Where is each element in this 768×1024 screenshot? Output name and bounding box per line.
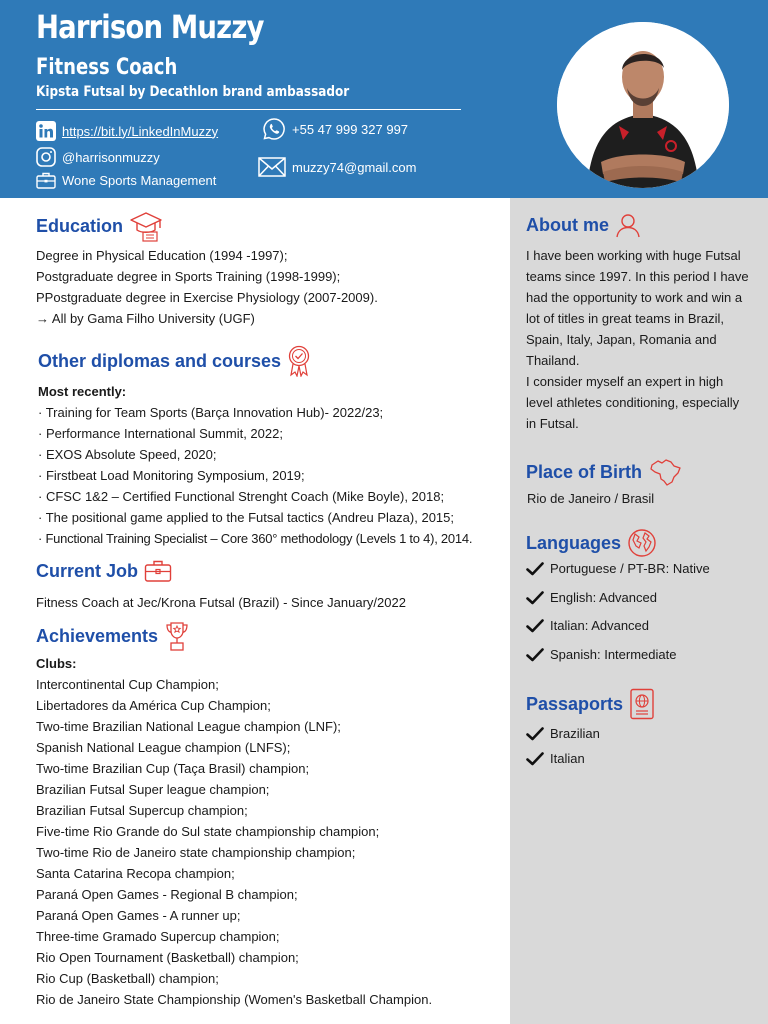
brazil-map-icon — [648, 457, 682, 487]
achievement-item: Five-time Rio Grande do Sul state championship champion; — [36, 824, 380, 839]
education-heading-text: Education — [36, 215, 124, 236]
award-badge-icon — [287, 345, 311, 377]
education-section-heading — [36, 210, 165, 242]
education-list — [36, 245, 496, 329]
achievement-item: Three-time Gramado Supercup champion; — [36, 929, 280, 944]
about-line: I have been working with huge Futsal — [526, 248, 741, 263]
linkedin-link[interactable]: https://bit.ly/LinkedInMuzzy — [62, 123, 219, 139]
passport-item — [526, 751, 585, 766]
languages-section-heading — [526, 528, 657, 558]
languages-heading-text: Languages — [526, 532, 622, 553]
check-icon — [526, 727, 544, 741]
diploma-item: · CFSC 1&2 – Certified Functional Strenght Coach (Mike Boyle), 2018; — [38, 489, 445, 504]
passports-section-heading — [526, 688, 655, 720]
about-line: Thailand. — [526, 353, 580, 368]
check-icon — [526, 648, 544, 662]
globe-icon — [627, 528, 657, 558]
diploma-item: · Functional Training Specialist – Core 360° methodology (Levels 1 to 4), 2014. — [38, 531, 473, 546]
diploma-item: · EXOS Absolute Speed, 2020; — [38, 447, 217, 462]
education-line: PPostgraduate degree in Exercise Physiology (2007-2009). — [36, 290, 378, 305]
briefcase-icon — [36, 171, 56, 189]
diplomas-list — [38, 402, 510, 549]
about-line: level athletes conditioning, especially — [526, 395, 740, 410]
briefcase-icon — [144, 559, 172, 583]
achievements-intro: Clubs: — [36, 656, 77, 671]
about-line: had the opportunity to work and win a — [526, 290, 743, 305]
achievement-item: Rio Cup (Basketball) champion; — [36, 971, 219, 986]
resume-header — [0, 0, 768, 198]
achievements-list — [36, 674, 506, 1010]
phone-contact — [262, 117, 408, 141]
language-label: English: Advanced — [550, 590, 657, 605]
about-line: Spain, Italy, Japan, Romania and — [526, 332, 717, 347]
achievement-item: Rio Open Tournament (Basketball) champion; — [36, 950, 299, 965]
check-icon — [526, 562, 544, 576]
achievement-item: Paraná Open Games - Regional B champion; — [36, 887, 298, 902]
current-job-heading-text: Current Job — [36, 560, 139, 581]
agency-name: Wone Sports Management — [62, 172, 217, 188]
education-line: → All by Gama Filho University (UGF) — [36, 311, 255, 326]
instagram-icon — [36, 147, 56, 167]
email-contact — [258, 157, 416, 177]
current-job-text: Fitness Coach at Jec/Krona Futsal (Brazil) - Since January/2022 — [36, 595, 406, 610]
birthplace-heading-text: Place of Birth — [526, 461, 643, 482]
person-icon — [615, 212, 641, 238]
achievements-heading-text: Achievements — [36, 625, 159, 646]
check-icon — [526, 591, 544, 605]
language-item — [526, 647, 676, 662]
instagram-handle: @harrisonmuzzy — [62, 149, 160, 165]
passport-label: Italian — [550, 751, 585, 766]
graduation-cap-icon — [129, 210, 165, 242]
achievements-section-heading — [36, 620, 190, 652]
achievement-item: Brazilian Futsal Supercup champion; — [36, 803, 248, 818]
language-item — [526, 561, 710, 576]
diplomas-intro: Most recently: — [38, 384, 127, 399]
job-title: Fitness Coach — [36, 55, 178, 80]
birthplace-text: Rio de Janeiro / Brasil — [527, 491, 655, 506]
achievement-item: Paraná Open Games - A runner up; — [36, 908, 241, 923]
whatsapp-icon — [262, 117, 286, 141]
linkedin-icon — [36, 121, 56, 141]
achievement-item: Rio de Janeiro State Championship (Women's Basketball Champion. — [36, 992, 433, 1007]
achievement-item: Two-time Brazilian National League champion (LNF); — [36, 719, 341, 734]
education-line: Degree in Physical Education (1994 -1997); — [36, 248, 288, 263]
passport-item — [526, 726, 600, 741]
passport-label: Brazilian — [550, 726, 600, 741]
phone-number: +55 47 999 327 997 — [292, 121, 409, 137]
achievement-item: Two-time Brazilian Cup (Taça Brasil) champion; — [36, 761, 310, 776]
about-line: lot of titles in great teams in Brazil, — [526, 311, 724, 326]
birthplace-section-heading — [526, 457, 682, 487]
trophy-icon — [164, 620, 190, 652]
passport-icon — [629, 688, 655, 720]
about-line: I consider myself an expert in high — [526, 374, 724, 389]
diplomas-heading-text: Other diplomas and courses — [38, 350, 282, 371]
diploma-item: · Performance International Summit, 2022; — [38, 426, 283, 441]
linkedin-contact — [36, 121, 218, 141]
language-item — [526, 618, 649, 633]
email-address: muzzy74@gmail.com — [292, 159, 417, 175]
diploma-item: · The positional game applied to the Futsal tactics (Andreu Plaza), 2015; — [38, 510, 454, 525]
diploma-item: · Firstbeat Load Monitoring Symposium, 2019; — [38, 468, 305, 483]
about-text — [526, 245, 764, 434]
candidate-name: Harrison Muzzy — [36, 8, 264, 46]
achievement-item: Libertadores da América Cup Champion; — [36, 698, 271, 713]
diplomas-section-heading — [38, 345, 311, 377]
instagram-contact — [36, 147, 160, 167]
check-icon — [526, 752, 544, 766]
language-item — [526, 590, 657, 605]
achievement-item: Intercontinental Cup Champion; — [36, 677, 219, 692]
language-label: Italian: Advanced — [550, 618, 650, 633]
header-divider — [36, 109, 461, 110]
language-label: Portuguese / PT-BR: Native — [550, 561, 710, 576]
achievement-item: Spanish National League champion (LNFS); — [36, 740, 291, 755]
ambassador-subtitle: Kipsta Futsal by Decathlon brand ambassador — [36, 84, 350, 100]
profile-photo-illustration — [557, 22, 729, 188]
diploma-item: · Training for Team Sports (Barça Innovation Hub)- 2022/23; — [38, 405, 384, 420]
current-job-section-heading — [36, 559, 172, 583]
achievement-item: Brazilian Futsal Super league champion; — [36, 782, 270, 797]
achievement-item: Two-time Rio de Janeiro state championship champion; — [36, 845, 356, 860]
about-heading-text: About me — [526, 214, 609, 235]
envelope-icon — [258, 157, 286, 177]
achievement-item: Santa Catarina Recopa champion; — [36, 866, 235, 881]
profile-photo — [557, 22, 729, 188]
about-line: in Futsal. — [526, 416, 579, 431]
about-section-heading — [526, 212, 641, 238]
education-line: Postgraduate degree in Sports Training (1998-1999); — [36, 269, 341, 284]
about-line: teams since 1997. In this period I have — [526, 269, 749, 284]
check-icon — [526, 619, 544, 633]
passports-heading-text: Passaports — [526, 693, 624, 714]
language-label: Spanish: Intermediate — [550, 647, 677, 662]
agency-contact — [36, 171, 216, 189]
